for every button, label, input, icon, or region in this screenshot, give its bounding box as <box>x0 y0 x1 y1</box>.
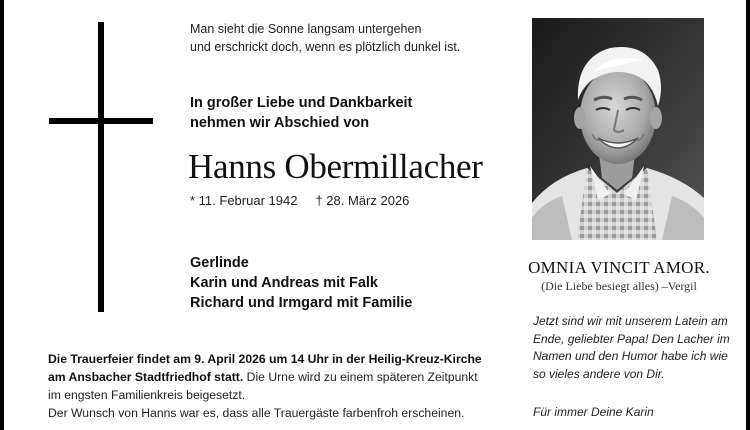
quote-translation: (Die Liebe besiegt alles) –Vergil <box>541 279 697 293</box>
life-dates <box>190 192 409 210</box>
message-signature: Für immer Deine Karin <box>533 405 654 419</box>
farewell-text <box>190 93 412 133</box>
motto-line-1: Man sieht die Sonne langsam untergehen <box>190 22 422 36</box>
death-date: † 28. März 2026 <box>315 193 410 208</box>
motto-quote <box>190 20 460 56</box>
personal-message: Jetzt sind wir mit unserem Latein am Ende, geliebter Papa! Den Lacher im Namen und den Humor habe ich wie so vieles andere von Dir. <box>533 314 730 381</box>
birth-date: * 11. Februar 1942 <box>190 193 298 208</box>
motto-line-2: und erschrickt doch, wenn es plötzlich dunkel ist. <box>190 40 461 54</box>
right-border <box>746 0 750 430</box>
cross-horizontal-bar <box>49 118 153 124</box>
family-member: Karin und Andreas mit Falk <box>190 275 378 291</box>
urn-note: Die Urne wird zu einem späteren Zeitpunkt im engsten Familienkreis beigesetzt. <box>48 370 478 402</box>
family-member: Richard und Irmgard mit Familie <box>190 295 413 311</box>
family-member: Gerlinde <box>190 255 249 271</box>
portrait-photo <box>532 18 704 240</box>
deceased-name: Hanns Obermillacher <box>188 147 483 186</box>
dress-wish: Der Wunsch von Hanns war es, dass alle Trauergäste farbenfroh erscheinen. <box>48 406 465 420</box>
farewell-line-2: nehmen wir Abschied von <box>190 115 370 131</box>
cross-vertical-bar <box>98 22 104 312</box>
farewell-line-1: In großer Liebe und Dankbarkeit <box>190 95 413 111</box>
ceremony-details: Die Trauerfeier findet am 9. April 2026 um 14 Uhr in der Heilig-Kreuz-Kirche am Ansbacher Stadtfriedhof statt. <box>48 352 482 384</box>
ceremony-info <box>48 350 488 422</box>
latin-quote: OMNIA VINCIT AMOR. <box>528 258 710 277</box>
left-border <box>0 0 4 430</box>
family-list <box>190 253 412 313</box>
